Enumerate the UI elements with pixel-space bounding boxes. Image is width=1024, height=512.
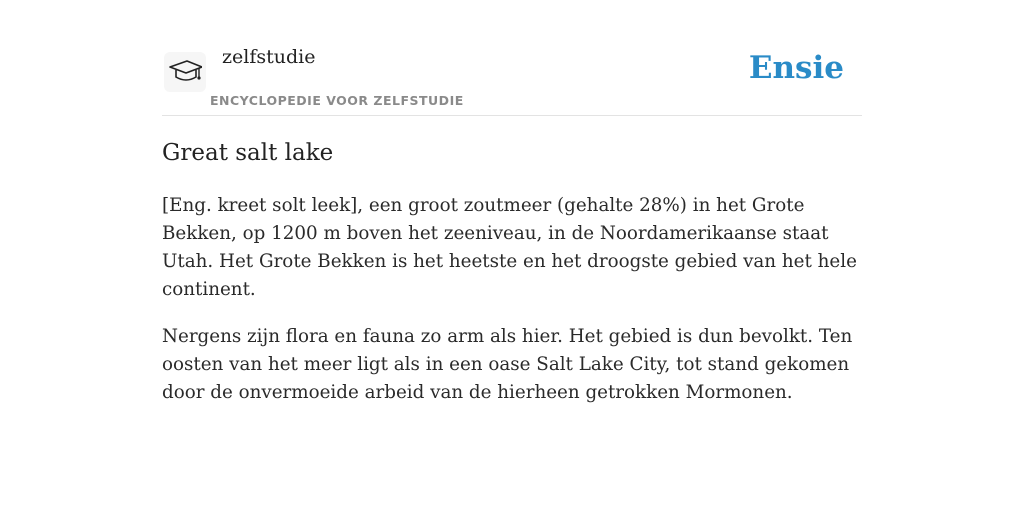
site-tagline: ENCYCLOPEDIE VOOR ZELFSTUDIE [210,93,464,108]
article-title: Great salt lake [162,140,334,166]
site-name-link[interactable]: zelfstudie [222,46,316,68]
site-header [162,0,862,116]
article-body [162,192,862,426]
article-paragraph: [Eng. kreet solt leek], een groot zoutmeer (gehalte 28%) in het Grote Bekken, op 1200 m boven het zeeniveau, in de Noordamerikaanse staat Utah. Het Grote Bekken is het heetste en het droogste gebied van het hele continent. [162,195,857,300]
graduation-cap-icon-glyph [168,58,202,86]
article-paragraph: Nergens zijn flora en fauna zo arm als hier. Het gebied is dun bevolkt. Ten oosten van het meer ligt als in een oase Salt Lake City, tot stand gekomen door de onvermoeide arbeid van de hierheen getrokken Mormonen. [162,326,853,403]
brand-logo-link[interactable]: Ensie [748,50,844,86]
graduation-cap-icon[interactable] [164,52,206,92]
content-container [162,0,862,403]
